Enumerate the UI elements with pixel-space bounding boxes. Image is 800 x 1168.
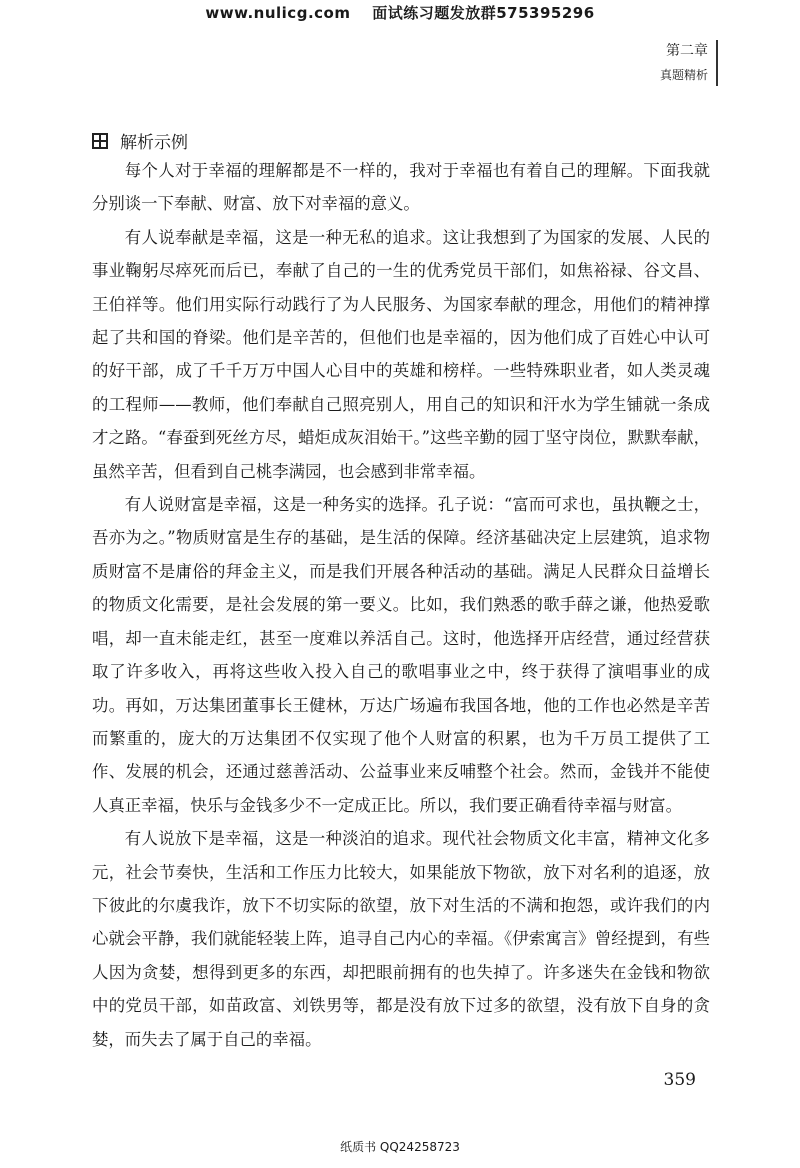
- body-text: [92, 154, 710, 1056]
- banner-url[interactable]: www.nulicg.com: [205, 4, 351, 22]
- chapter-title: 第二章: [666, 43, 708, 59]
- chapter-header: [660, 40, 708, 83]
- paragraph-dedication: 有人说奉献是幸福，这是一种无私的追求。这让我想到了为国家的发展、人民的事业鞠躬尽瘁死而后已，奉献了自己的一生的优秀党员干部们，如焦裕禄、谷文昌、王伯祥等。他们用实际行动践行了为人民服务、为国家奉献的理念，用他们的精神撑起了共和国的脊梁。他们是辛苦的，但他们也是幸福的，因为他们成了百姓心中认可的好干部，成了千千万万中国人心目中的英雄和榜样。一些特殊职业者，如人类灵魂的工程师——教师，他们奉献自己照亮别人，用自己的知识和汗水为学生铺就一条成才之路。“春蚕到死丝方尽，蜡炬成灰泪始干。”这些辛勤的园丁坚守岗位，默默奉献，虽然辛苦，但看到自己桃李满园，也会感到非常幸福。: [92, 227, 710, 481]
- grid-icon: [92, 133, 108, 149]
- chapter-subtitle: 真题精析: [659, 68, 708, 82]
- paragraph-intro: 每个人对于幸福的理解都是不一样的，我对于幸福也有着自己的理解。下面我就分别谈一下奉献、财富、放下对幸福的意义。: [92, 161, 710, 214]
- paragraph-letting-go: 有人说放下是幸福，这是一种淡泊的追求。现代社会物质文化丰富，精神文化多元，社会节奏快，生活和工作压力比较大，如果能放下物欲，放下对名利的追逐，放下彼此的尔虞我诈，放下不切实际的欲望，放下对生活的不满和抱怨，或许我们的内心就会平静，我们就能轻装上阵，追寻自己内心的幸福。《伊索寓言》曾经提到，有些人因为贪婪，想得到更多的东西，却把眼前拥有的也失掉了。许多迷失在金钱和物欲中的党员干部，如苗政富、刘铁男等，都是没有放下过多的欲望，没有放下自身的贪婪，而失去了属于自己的幸福。: [92, 829, 710, 1049]
- banner-group: 面试练习题发放群575395296: [372, 4, 595, 22]
- paragraph-wealth: 有人说财富是幸福，这是一种务实的选择。孔子说：“富而可求也，虽执鞭之士，吾亦为之。”物质财富是生存的基础，是生活的保障。经济基础决定上层建筑，追求物质财富不是庸俗的拜金主义，而是我们开展各种活动的基础。满足人民群众日益增长的物质文化需要，是社会发展的第一要义。比如，我们熟悉的歌手薛之谦，他热爱歌唱，却一直未能走红，甚至一度难以养活自己。这时，他选择开店经营，通过经营获取了许多收入，再将这些收入投入自己的歌唱事业之中，终于获得了演唱事业的成功。再如，万达集团董事长王健林，万达广场遍布我国各地，他的工作也必然是辛苦而繁重的，庞大的万达集团不仅实现了他个人财富的积累，也为千万员工提供了工作、发展的机会，还通过慈善活动、公益事业来反哺整个社会。然而，金钱并不能使人真正幸福，快乐与金钱多少不一定成正比。所以，我们要正确看待幸福与财富。: [92, 495, 710, 815]
- section-title: 解析示例: [120, 133, 188, 153]
- top-banner: [0, 2, 800, 23]
- page-number: 359: [663, 1070, 696, 1090]
- section-heading: [92, 128, 188, 153]
- chapter-divider: [716, 40, 718, 86]
- footer: 纸质书 QQ24258723: [340, 1140, 460, 1154]
